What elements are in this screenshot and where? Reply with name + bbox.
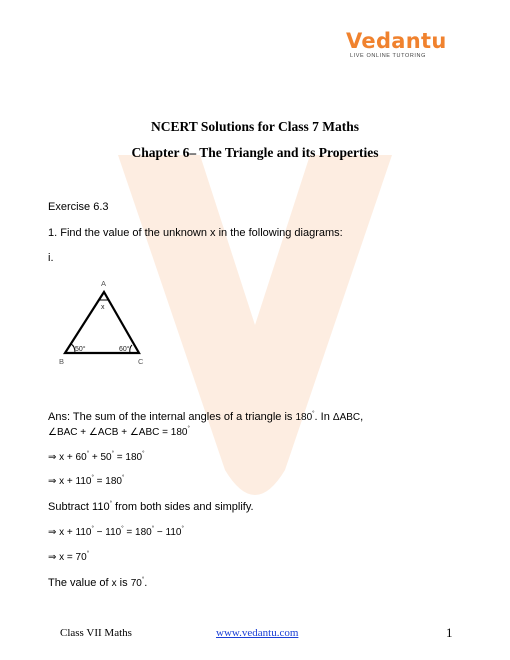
question-text: 1. Find the value of the unknown x in the following diagrams: <box>48 227 343 239</box>
page-number: 1 <box>446 625 453 640</box>
logo-wordmark: Vedantu <box>346 29 447 53</box>
equation-2: ⇒ x + 60° + 50° = 180° <box>48 451 145 463</box>
part-label: i. <box>48 252 54 264</box>
vertex-c-label: C <box>138 357 144 366</box>
unknown-angle-label: x <box>101 304 105 311</box>
vertex-a-label: A <box>101 279 107 288</box>
logo-tagline: LIVE ONLINE TUTORING <box>350 53 426 59</box>
triangle-abc <box>65 292 139 353</box>
chapter-title: Chapter 6– The Triangle and its Properties <box>131 145 379 160</box>
angle-c-label: 60° <box>119 346 130 353</box>
page-title: NCERT Solutions for Class 7 Maths <box>151 119 359 134</box>
triangle-figure <box>56 276 156 372</box>
final-answer: The value of x is 70°. <box>48 577 148 589</box>
footer-website-link[interactable]: www.vedantu.com <box>216 627 299 639</box>
vedantu-logo <box>346 30 447 59</box>
answer-label: Ans: <box>48 411 71 423</box>
vertex-b-label: B <box>59 357 65 366</box>
answer-intro-text: The sum of the internal angles of a triangle is <box>72 411 293 423</box>
exercise-heading: Exercise 6.3 <box>48 201 109 213</box>
equation-3: ⇒ x + 110° = 180° <box>48 475 125 487</box>
equation-5: ⇒ x = 70° <box>48 551 90 563</box>
equation-4: ⇒ x + 110° − 110° = 180° − 110° <box>48 526 184 538</box>
angle-c-arc <box>130 345 132 353</box>
subtract-instruction: Subtract 110° from both sides and simplify. <box>48 501 254 513</box>
equation-1: ∠BAC + ∠ACB + ∠ABC = 180° <box>48 426 190 438</box>
answer-intro: Ans: The sum of the internal angles of a triangle is 180°. In ΔABC, <box>48 411 364 423</box>
footer-class-label: Class VII Maths <box>60 627 132 639</box>
triangle-symbol: ΔABC <box>332 412 361 423</box>
angle-b-label: 50° <box>75 346 86 353</box>
